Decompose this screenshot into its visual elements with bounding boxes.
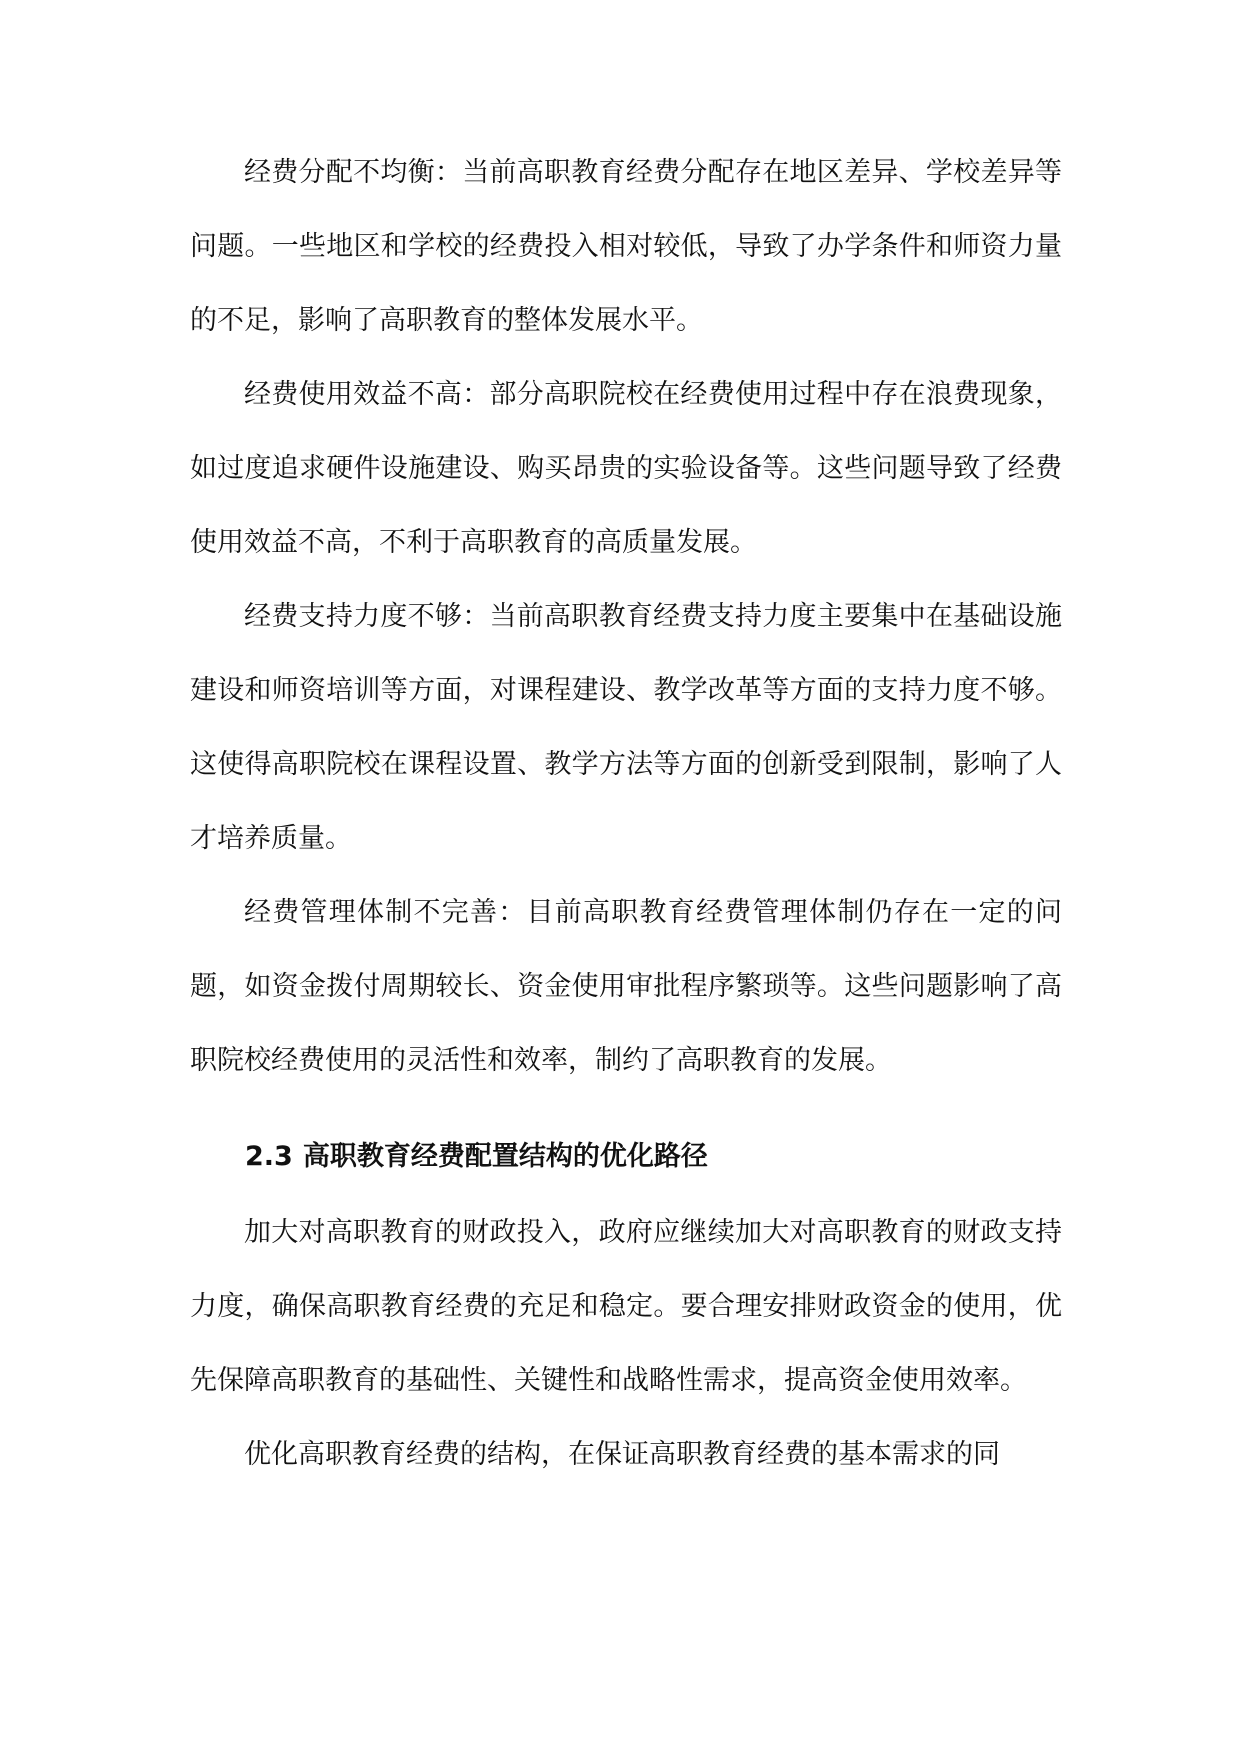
paragraph-funding-imbalance: 经费分配不均衡：当前高职教育经费分配存在地区差异、学校差异等问题。一些地区和学校的经费投入相对较低，导致了办学条件和师资力量的不足，影响了高职教育的整体发展水平。: [190, 157, 1062, 336]
paragraph-low-efficiency: 经费使用效益不高：部分高职院校在经费使用过程中存在浪费现象，如过度追求硬件设施建设、购买昂贵的实验设备等。这些问题导致了经费使用效益不高，不利于高职教育的高质量发展。: [190, 379, 1062, 558]
document-body: [190, 136, 1062, 1492]
section-number: 2.3: [245, 1141, 293, 1172]
section-title: 高职教育经费配置结构的优化路径: [302, 1141, 708, 1172]
paragraph-management-system: 经费管理体制不完善：目前高职教育经费管理体制仍存在一定的问题，如资金拨付周期较长、资金使用审批程序繁琐等。这些问题影响了高职院校经费使用的灵活性和效率，制约了高职教育的发展。: [190, 897, 1062, 1076]
paragraph-optimize-structure: 优化高职教育经费的结构，在保证高职教育经费的基本需求的同: [244, 1439, 1000, 1470]
paragraph-insufficient-support: 经费支持力度不够：当前高职教育经费支持力度主要集中在基础设施建设和师资培训等方面，对课程建设、教学改革等方面的支持力度不够。这使得高职院校在课程设置、教学方法等方面的创新受到限制，影响了人才培养质量。: [190, 601, 1062, 854]
paragraph-increase-investment: 加大对高职教育的财政投入，政府应继续加大对高职教育的财政支持力度，确保高职教育经费的充足和稳定。要合理安排财政资金的使用，优先保障高职教育的基础性、关键性和战略性需求，提高资金使用效率。: [190, 1217, 1062, 1396]
section-heading: [190, 1098, 1062, 1196]
